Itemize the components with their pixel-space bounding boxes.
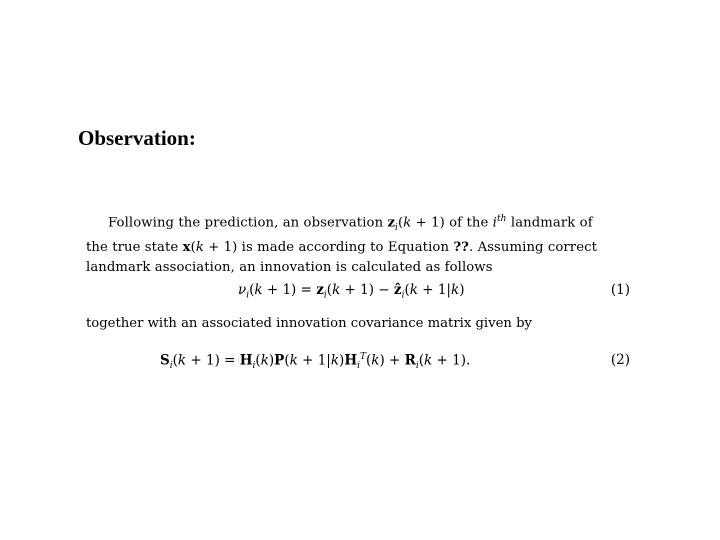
paragraph-covariance: together with an associated innovation covariance matrix given by [86, 316, 532, 331]
equation-number: (2) [610, 352, 630, 368]
paragraph-intro [86, 209, 630, 278]
paragraph-line-2: the true state x(k + 1) is made according to Equation ??. Assuming correct [86, 240, 597, 256]
innovation-formula: $\nu_i(k + 1) = z_i(k + 1)$ − ẑ$_i$(k + 1|k) [238, 282, 465, 301]
equation-number: (1) [610, 282, 630, 298]
covariance-formula: $S_i(k + 1) = H_i(k)P(k + 1|k)H_i^T(k) + R_i(k + 1)$. [160, 352, 471, 372]
paragraph-line-1: Following the prediction, an observation $z_i(k + 1)$ of the $i^{th}$ landmark of [108, 214, 593, 234]
section-heading: Observation: [78, 126, 196, 150]
paragraph-line-3: landmark association, an innovation is calculated as follows [86, 260, 493, 276]
equation-2 [86, 352, 630, 374]
equation-1 [86, 282, 630, 304]
